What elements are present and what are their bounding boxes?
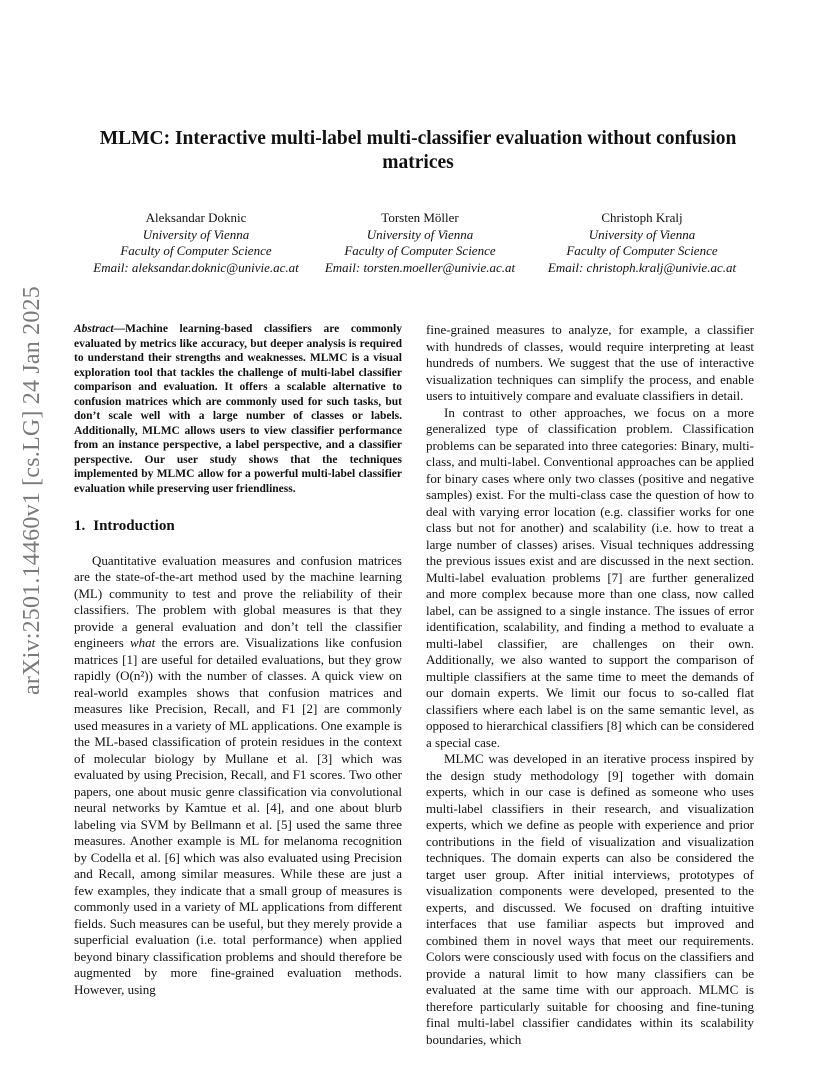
author-name: Aleksandar Doknic	[145, 210, 247, 225]
abstract-label: Abstract	[74, 323, 114, 335]
author-1	[80, 210, 312, 276]
intro-paragraph-1-part2: the errors are. Visualizations like confusion matrices [1] are useful for detailed evaluations, but they grow rapidly (O(n²)) with the number of classes. A quick view on real-world examples shows that confusion matrices and measures like Precision, Recall, and F1 [2] are commonly used measures in a variety of ML applications. One example is the ML-based classification of protein residues in the context of molecular biology by Mullane et al. [3] which was evaluated by using Precision, Recall, and F1 scores. Two other papers, one about music genre classification via convolutional neural networks by Kamtue et al. [4], and one about blurb labeling via SVM by Bellmann et al. [5] used the same three measures. Another example is ML for melanoma recognition by Codella et al. [6] which was also evaluated using Precision and Recall, among similar measures. While these are just a few examples, they indicate that a small group of measures is commonly used in a variety of ML applications from different fields. Such measures can be useful, but they merely provide a superficial evaluation (i.e. total performance) when applied beyond binary classification problems and should therefore be augmented by more fine-grained evaluation methods. However, using	[74, 635, 402, 997]
left-column	[74, 322, 402, 998]
author-department: Faculty of Computer Science	[344, 243, 496, 258]
intro-paragraph-1-emphasis: what	[130, 635, 156, 650]
author-name: Christoph Kralj	[601, 210, 683, 225]
author-affiliation: University of Vienna	[588, 226, 696, 242]
author-department: Faculty of Computer Science	[120, 243, 272, 258]
intro-paragraph-3: MLMC was developed in an iterative process inspired by the design study methodology [9] together with domain experts, which in our case is defined as someone who uses multi-label classifiers in their research, and visualization experts, which we define as people with experience and prior contributions in the field of visualization and visualization techniques. The domain experts can also be considered the target user group. After initial interviews, prototypes of visualization components were developed, presented to the experts, and discussed. We focused on drafting intuitive interfaces that use familiar aspects but improved and combined them in novel ways that meet our requirements. Colors were consciously used with focus on the classifiers and provide a natural limit to how many classifiers can be evaluated at the same time with our approach. MLMC is therefore particularly suitable for choosing and fine-tuning final multi-label classifier candidates within its scalability boundaries, which	[426, 751, 754, 1047]
author-affiliation: University of Vienna	[142, 226, 250, 242]
author-3	[528, 210, 756, 276]
intro-paragraph-2: In contrast to other approaches, we focus on a more generalized type of classification problem. Classification problems can be separated into three categories: Binary, multi-class, and multi-label. Conventional approaches can be applied for binary cases where only two classes (positive and negative samples) exist. For the multi-class case the question of how to deal with varying error location (e.g. classifier works for one class but not for another) and scalability (i.e. how to treat a large number of classes) arises. Visual techniques addressing the previous issues exist and are discussed in the next section. Multi-label evaluation problems [7] are further generalized and more complex because more than one class, now called label, can be assigned to a single instance. The issues of error identification, scalability, and finding a method to evaluate a multi-label classifier, are challenges on their own. Additionally, we also wanted to support the comparison of multiple classifiers at the same time to meet the demands of our domain experts. We limit our focus to so-called flat classifiers where each label is on the same semantic level, as opposed to hierarchical classifiers [8] which can be considered a special case.	[426, 404, 754, 750]
right-column	[426, 322, 754, 1048]
author-affiliation: University of Vienna	[366, 226, 474, 242]
intro-paragraph-1	[74, 553, 402, 999]
abstract	[74, 322, 402, 496]
intro-paragraph-continued: fine-grained measures to analyze, for example, a classifier with hundreds of classes, would require interpreting at least hundreds of numbers. We suggest that the use of interactive visualization techniques can simplify the process, and enable users to intuitively compare and evaluate classifiers in detail.	[426, 322, 754, 403]
author-email: Email: aleksandar.doknic@univie.ac.at	[93, 259, 299, 275]
author-block	[80, 210, 756, 290]
author-name: Torsten Möller	[381, 210, 459, 225]
author-2	[312, 210, 528, 276]
abstract-text: —Machine learning-based classifiers are commonly evaluated by metrics like accuracy, but deeper analysis is required to understand their strengths and weaknesses. MLMC is a visual exploration tool that tackles the challenge of multi-label classifier comparison and evaluation. It offers a scalable alternative to confusion matrices which are commonly used for such tasks, but don’t scale well with a large number of classes or labels. Additionally, MLMC allows users to view classifier performance from an instance perspective, a label perspective, and a classifier perspective. Our user study shows that the techniques implemented by MLMC allow for a powerful multi-label classifier evaluation while preserving user friendliness.	[74, 323, 402, 495]
arxiv-identifier-text: arXiv:2501.14460v1 [cs.LG] 24 Jan 2025	[18, 285, 45, 695]
section-title: Introduction	[93, 518, 175, 534]
intro-paragraph-1-part1: Quantitative evaluation measures and confusion matrices are the state-of-the-art method used by the machine learning (ML) community to test and prove the reliability of their classifiers. The problem with global measures is that they provide a general evaluation and don’t tell the classifier engineers	[74, 552, 402, 650]
section-number: 1.	[74, 518, 86, 534]
author-department: Faculty of Computer Science	[566, 243, 718, 258]
author-email: Email: christoph.kralj@univie.ac.at	[547, 259, 737, 275]
paper-title: MLMC: Interactive multi-label multi-classifier evaluation without confusion matrices	[99, 128, 737, 173]
arxiv-identifier-stamp	[14, 285, 50, 695]
section-heading-introduction	[74, 518, 402, 535]
author-email: Email: torsten.moeller@univie.ac.at	[324, 259, 516, 275]
